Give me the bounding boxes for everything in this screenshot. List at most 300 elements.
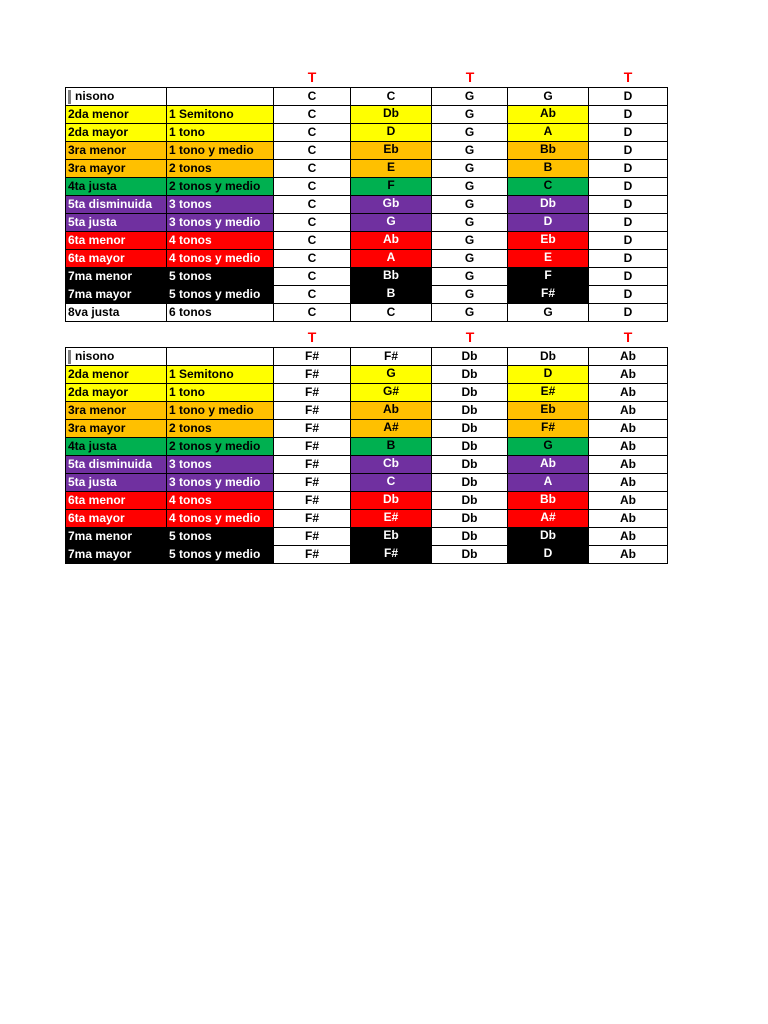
interval-note-cell	[351, 474, 432, 492]
second-root-note-cell	[432, 178, 508, 196]
interval-name-cell	[66, 268, 167, 286]
root-note-cell	[274, 546, 351, 564]
table-row	[66, 420, 668, 438]
second-interval-note-text: G	[543, 305, 553, 319]
third-root-note-cell	[589, 214, 668, 232]
interval-name-cell	[66, 142, 167, 160]
third-root-note-cell	[589, 366, 668, 384]
third-root-note-cell	[589, 160, 668, 178]
second-root-note-text: Db	[461, 529, 478, 543]
second-root-note-text: Db	[461, 475, 478, 489]
second-root-note-text: G	[464, 287, 475, 301]
root-note-cell	[274, 286, 351, 304]
second-interval-note-text: Bb	[540, 142, 556, 156]
third-root-note-cell	[589, 268, 668, 286]
tonic-marker: T	[623, 69, 633, 85]
interval-name-cell	[66, 456, 167, 474]
interval-distance-text: 3 tonos	[169, 197, 212, 211]
second-interval-note-cell	[508, 348, 589, 366]
interval-distance-text: 4 tonos	[169, 233, 212, 247]
interval-note-text: F#	[383, 349, 398, 363]
second-interval-note-text: A#	[540, 510, 556, 524]
root-note-text: F#	[304, 367, 319, 381]
second-root-note-cell	[432, 286, 508, 304]
interval-name-cell	[66, 402, 167, 420]
second-interval-note-cell	[508, 402, 589, 420]
second-root-note-text: G	[464, 233, 475, 247]
table-row	[66, 510, 668, 528]
row-grip-icon	[68, 350, 71, 364]
interval-note-cell	[351, 304, 432, 322]
interval-distance-cell	[167, 438, 274, 456]
third-root-note-text: D	[623, 287, 633, 301]
table-row	[66, 348, 668, 366]
root-note-text: C	[307, 161, 317, 175]
interval-note-text: Ab	[383, 402, 399, 416]
intervals-table-c	[65, 87, 668, 322]
second-interval-note-cell	[508, 106, 589, 124]
second-root-note-text: Db	[461, 385, 478, 399]
interval-distance-text: 5 tonos y medio	[169, 547, 261, 561]
interval-distance-cell	[167, 366, 274, 384]
second-root-note-text: G	[464, 215, 475, 229]
interval-name-cell	[66, 474, 167, 492]
interval-distance-text: 3 tonos y medio	[169, 475, 261, 489]
third-root-note-text: D	[623, 179, 633, 193]
root-note-text: F#	[304, 421, 319, 435]
second-root-note-text: Db	[461, 403, 478, 417]
interval-name-text: 7ma mayor	[68, 287, 132, 301]
interval-distance-cell	[167, 124, 274, 142]
interval-name-cell	[66, 510, 167, 528]
interval-name-cell	[66, 160, 167, 178]
interval-name-text: nisono	[75, 349, 115, 363]
second-root-note-text: Db	[461, 493, 478, 507]
third-root-note-text: Ab	[620, 385, 636, 399]
second-root-note-text: G	[464, 161, 475, 175]
second-interval-note-text: F	[544, 268, 552, 282]
second-interval-note-text: Ab	[540, 106, 556, 120]
root-note-text: C	[307, 107, 317, 121]
root-note-text: C	[307, 143, 317, 157]
table-row	[66, 528, 668, 546]
interval-name-cell	[66, 178, 167, 196]
second-root-note-cell	[432, 124, 508, 142]
second-interval-note-cell	[508, 546, 589, 564]
intervals-table-fsharp	[65, 347, 668, 564]
interval-distance-text: 2 tonos y medio	[169, 179, 261, 193]
table-row	[66, 384, 668, 402]
interval-note-cell	[351, 546, 432, 564]
tonic-marker: T	[307, 69, 317, 85]
root-note-text: C	[307, 125, 317, 139]
third-root-note-cell	[589, 106, 668, 124]
interval-name-cell	[66, 492, 167, 510]
second-interval-note-cell	[508, 384, 589, 402]
third-root-note-cell	[589, 456, 668, 474]
third-root-note-text: Ab	[620, 493, 636, 507]
root-note-text: C	[307, 179, 317, 193]
interval-note-text: Eb	[383, 142, 399, 156]
second-root-note-cell	[432, 402, 508, 420]
table-row	[66, 438, 668, 456]
second-interval-note-text: B	[543, 160, 553, 174]
interval-name-text: 5ta disminuida	[68, 457, 153, 471]
interval-name-cell	[66, 546, 167, 564]
root-note-text: F#	[304, 403, 319, 417]
interval-note-text: Bb	[383, 268, 399, 282]
second-interval-note-cell	[508, 178, 589, 196]
second-interval-note-text: E#	[540, 384, 556, 398]
second-root-note-text: G	[464, 305, 475, 319]
second-root-note-cell	[432, 160, 508, 178]
interval-distance-cell	[167, 232, 274, 250]
table-row	[66, 196, 668, 214]
interval-note-cell	[351, 124, 432, 142]
interval-note-text: C	[386, 305, 396, 319]
interval-distance-text: 1 tono y medio	[169, 403, 254, 417]
second-root-note-cell	[432, 88, 508, 106]
third-root-note-cell	[589, 528, 668, 546]
third-root-note-text: Ab	[620, 421, 636, 435]
second-root-note-text: Db	[461, 349, 478, 363]
interval-distance-cell	[167, 402, 274, 420]
second-interval-note-text: A	[543, 124, 553, 138]
interval-distance-cell	[167, 178, 274, 196]
root-note-cell	[274, 178, 351, 196]
table-row	[66, 286, 668, 304]
interval-note-text: B	[386, 438, 396, 452]
table-row	[66, 546, 668, 564]
interval-name-text: 6ta menor	[68, 493, 126, 507]
interval-distance-cell	[167, 456, 274, 474]
second-interval-note-text: Db	[540, 349, 556, 363]
second-interval-note-cell	[508, 88, 589, 106]
interval-distance-text: 1 Semitono	[169, 367, 234, 381]
table-row	[66, 250, 668, 268]
interval-distance-cell	[167, 474, 274, 492]
third-root-note-text: D	[623, 251, 633, 265]
second-interval-note-text: D	[543, 214, 553, 228]
interval-distance-cell	[167, 492, 274, 510]
interval-distance-text: 2 tonos y medio	[169, 439, 261, 453]
interval-distance-cell	[167, 196, 274, 214]
tonic-marker: T	[465, 69, 475, 85]
interval-name-text: 2da menor	[68, 367, 129, 381]
interval-name-cell	[66, 366, 167, 384]
interval-distance-cell	[167, 510, 274, 528]
second-interval-note-text: Db	[540, 196, 556, 210]
second-interval-note-text: Ab	[540, 456, 556, 470]
second-root-note-text: G	[464, 269, 475, 283]
interval-distance-text: 4 tonos y medio	[169, 251, 261, 265]
second-root-note-cell	[432, 456, 508, 474]
interval-note-cell	[351, 88, 432, 106]
third-root-note-text: D	[623, 269, 633, 283]
root-note-cell	[274, 232, 351, 250]
interval-note-cell	[351, 402, 432, 420]
root-note-text: F#	[304, 493, 319, 507]
root-note-cell	[274, 384, 351, 402]
root-note-cell	[274, 366, 351, 384]
third-root-note-cell	[589, 142, 668, 160]
interval-distance-text: 5 tonos	[169, 529, 212, 543]
third-root-note-cell	[589, 232, 668, 250]
third-root-note-text: Ab	[620, 439, 636, 453]
interval-distance-cell	[167, 160, 274, 178]
interval-distance-text: 1 Semitono	[169, 107, 234, 121]
third-root-note-text: D	[623, 89, 633, 103]
interval-note-cell	[351, 232, 432, 250]
interval-distance-text: 4 tonos	[169, 493, 212, 507]
third-root-note-cell	[589, 304, 668, 322]
second-root-note-text: G	[464, 197, 475, 211]
second-root-note-cell	[432, 232, 508, 250]
second-interval-note-text: Eb	[540, 402, 556, 416]
second-interval-note-cell	[508, 286, 589, 304]
interval-name-cell	[66, 438, 167, 456]
second-root-note-cell	[432, 196, 508, 214]
interval-distance-text: 1 tono	[169, 385, 205, 399]
root-note-text: C	[307, 251, 317, 265]
second-interval-note-cell	[508, 142, 589, 160]
table-row	[66, 304, 668, 322]
root-note-text: F#	[304, 439, 319, 453]
interval-note-cell	[351, 456, 432, 474]
table-row	[66, 366, 668, 384]
interval-name-text: 2da menor	[68, 107, 129, 121]
interval-note-cell	[351, 528, 432, 546]
second-root-note-cell	[432, 546, 508, 564]
interval-note-cell	[351, 286, 432, 304]
third-root-note-text: D	[623, 143, 633, 157]
interval-distance-cell	[167, 250, 274, 268]
interval-name-text: 5ta justa	[68, 215, 117, 229]
tonic-markers-top	[0, 68, 768, 86]
interval-note-text: C	[386, 474, 396, 488]
interval-distance-text: 4 tonos y medio	[169, 511, 261, 525]
interval-note-cell	[351, 510, 432, 528]
interval-name-cell	[66, 88, 167, 106]
interval-note-text: C	[386, 89, 396, 103]
third-root-note-text: D	[623, 233, 633, 247]
table-row	[66, 268, 668, 286]
interval-name-text: 7ma menor	[68, 529, 133, 543]
root-note-text: C	[307, 305, 317, 319]
second-root-note-cell	[432, 214, 508, 232]
second-interval-note-cell	[508, 456, 589, 474]
interval-distance-cell	[167, 546, 274, 564]
second-root-note-cell	[432, 510, 508, 528]
second-root-note-cell	[432, 304, 508, 322]
root-note-text: F#	[304, 475, 319, 489]
interval-note-cell	[351, 384, 432, 402]
interval-note-text: Eb	[383, 528, 399, 542]
third-root-note-text: D	[623, 215, 633, 229]
root-note-cell	[274, 106, 351, 124]
root-note-text: F#	[304, 385, 319, 399]
table-row	[66, 492, 668, 510]
interval-note-text: F#	[383, 546, 398, 560]
root-note-cell	[274, 304, 351, 322]
interval-name-text: 6ta mayor	[68, 251, 125, 265]
second-root-note-text: G	[464, 143, 475, 157]
interval-distance-cell	[167, 384, 274, 402]
second-interval-note-cell	[508, 420, 589, 438]
interval-name-cell	[66, 348, 167, 366]
second-interval-note-cell	[508, 438, 589, 456]
second-root-note-cell	[432, 366, 508, 384]
root-note-cell	[274, 438, 351, 456]
root-note-text: C	[307, 269, 317, 283]
root-note-cell	[274, 474, 351, 492]
interval-name-text: 4ta justa	[68, 439, 117, 453]
interval-note-text: E#	[383, 510, 399, 524]
interval-note-text: B	[386, 286, 396, 300]
second-interval-note-text: Eb	[540, 232, 556, 246]
interval-note-cell	[351, 268, 432, 286]
interval-name-text: 7ma mayor	[68, 547, 132, 561]
root-note-text: C	[307, 89, 317, 103]
third-root-note-cell	[589, 250, 668, 268]
second-root-note-cell	[432, 250, 508, 268]
third-root-note-cell	[589, 348, 668, 366]
interval-name-text: 6ta mayor	[68, 511, 125, 525]
interval-note-text: G#	[382, 384, 399, 398]
interval-name-cell	[66, 286, 167, 304]
second-interval-note-cell	[508, 510, 589, 528]
third-root-note-cell	[589, 420, 668, 438]
interval-note-cell	[351, 178, 432, 196]
second-interval-note-text: C	[543, 178, 553, 192]
interval-note-cell	[351, 196, 432, 214]
third-root-note-cell	[589, 510, 668, 528]
root-note-text: C	[307, 287, 317, 301]
interval-name-cell	[66, 124, 167, 142]
second-root-note-text: G	[464, 107, 475, 121]
interval-note-text: G	[386, 214, 396, 228]
tonic-marker: T	[465, 329, 475, 345]
interval-distance-text: 2 tonos	[169, 161, 212, 175]
tonic-markers-middle	[0, 328, 768, 346]
row-grip-icon	[68, 90, 71, 104]
second-interval-note-cell	[508, 366, 589, 384]
third-root-note-cell	[589, 178, 668, 196]
second-interval-note-text: D	[543, 546, 553, 560]
interval-name-cell	[66, 528, 167, 546]
third-root-note-text: D	[623, 161, 633, 175]
interval-distance-text: 5 tonos	[169, 269, 212, 283]
second-root-note-cell	[432, 492, 508, 510]
second-interval-note-cell	[508, 232, 589, 250]
interval-note-text: Cb	[383, 456, 399, 470]
root-note-cell	[274, 214, 351, 232]
second-interval-note-cell	[508, 528, 589, 546]
interval-name-text: 3ra menor	[68, 143, 127, 157]
root-note-cell	[274, 196, 351, 214]
interval-note-text: Db	[383, 106, 399, 120]
root-note-text: F#	[304, 547, 319, 561]
third-root-note-cell	[589, 402, 668, 420]
second-interval-note-text: Db	[540, 528, 556, 542]
third-root-note-cell	[589, 286, 668, 304]
interval-distance-cell	[167, 420, 274, 438]
table-row	[66, 88, 668, 106]
second-interval-note-text: Bb	[540, 492, 556, 506]
interval-distance-text: 1 tono y medio	[169, 143, 254, 157]
second-interval-note-cell	[508, 160, 589, 178]
interval-name-text: 3ra mayor	[68, 161, 126, 175]
interval-name-cell	[66, 106, 167, 124]
third-root-note-cell	[589, 196, 668, 214]
second-interval-note-cell	[508, 492, 589, 510]
interval-distance-text: 5 tonos y medio	[169, 287, 261, 301]
root-note-cell	[274, 142, 351, 160]
root-note-text: F#	[304, 457, 319, 471]
interval-distance-text: 3 tonos	[169, 457, 212, 471]
third-root-note-cell	[589, 546, 668, 564]
second-interval-note-text: F#	[540, 286, 555, 300]
third-root-note-cell	[589, 438, 668, 456]
third-root-note-text: Ab	[620, 547, 636, 561]
second-interval-note-cell	[508, 250, 589, 268]
tonic-marker: T	[623, 329, 633, 345]
interval-name-cell	[66, 232, 167, 250]
table-row	[66, 160, 668, 178]
interval-name-cell	[66, 384, 167, 402]
second-root-note-text: Db	[461, 457, 478, 471]
second-root-note-text: Db	[461, 421, 478, 435]
interval-note-cell	[351, 348, 432, 366]
second-root-note-text: G	[464, 179, 475, 193]
third-root-note-text: D	[623, 107, 633, 121]
second-interval-note-cell	[508, 474, 589, 492]
interval-distance-cell	[167, 304, 274, 322]
interval-name-text: 4ta justa	[68, 179, 117, 193]
second-root-note-cell	[432, 528, 508, 546]
second-interval-note-text: G	[543, 89, 553, 103]
second-interval-note-cell	[508, 196, 589, 214]
third-root-note-cell	[589, 492, 668, 510]
third-root-note-text: D	[623, 305, 633, 319]
table-row	[66, 214, 668, 232]
third-root-note-cell	[589, 384, 668, 402]
second-root-note-cell	[432, 384, 508, 402]
interval-distance-text: 1 tono	[169, 125, 205, 139]
interval-name-text: 5ta justa	[68, 475, 117, 489]
root-note-text: C	[307, 215, 317, 229]
second-interval-note-text: A	[543, 474, 553, 488]
third-root-note-text: Ab	[620, 403, 636, 417]
second-interval-note-text: E	[543, 250, 552, 264]
interval-note-text: A	[386, 250, 396, 264]
interval-name-text: 3ra menor	[68, 403, 127, 417]
table-row	[66, 232, 668, 250]
table-row	[66, 456, 668, 474]
root-note-cell	[274, 402, 351, 420]
table-row	[66, 142, 668, 160]
table-row	[66, 124, 668, 142]
third-root-note-text: Ab	[620, 457, 636, 471]
second-root-note-text: Db	[461, 547, 478, 561]
interval-note-cell	[351, 366, 432, 384]
interval-name-cell	[66, 420, 167, 438]
second-root-note-text: G	[464, 89, 475, 103]
tonic-marker: T	[307, 329, 317, 345]
second-root-note-cell	[432, 106, 508, 124]
root-note-text: F#	[304, 529, 319, 543]
interval-note-text: Ab	[383, 232, 399, 246]
